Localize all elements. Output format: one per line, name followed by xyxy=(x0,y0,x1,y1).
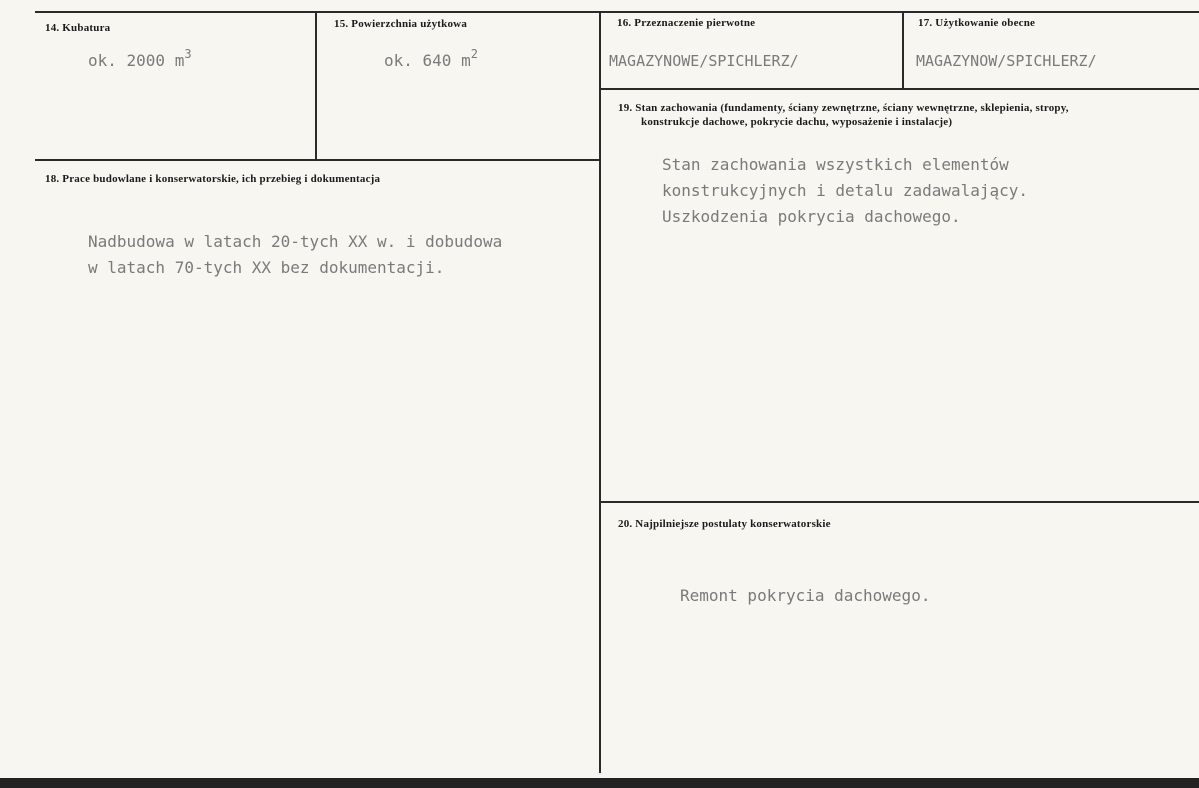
powierzchnia-label: 15. Powierzchnia użytkowa xyxy=(334,18,468,30)
prace-line-2: w latach 70-tych XX bez dokumentacji. xyxy=(88,258,445,277)
stan-label-line-1: 19. Stan zachowania (fundamenty, ściany zewnętrzne, ściany wewnętrzne, sklepienia, stropy, xyxy=(618,102,1069,114)
stan-line-3: Uszkodzenia pokrycia dachowego. xyxy=(662,207,961,226)
postulaty-label: 20. Najpilniejsze postulaty konserwatorskie xyxy=(618,518,831,530)
kubatura-unit-exponent: 3 xyxy=(184,47,192,61)
stan-label-line-2: konstrukcje dachowe, pokrycie dachu, wyposażenie i instalacje) xyxy=(641,116,953,128)
powierzchnia-value xyxy=(384,48,478,74)
prace-label: 18. Prace budowlane i konserwatorskie, ich przebieg i dokumentacja xyxy=(45,173,381,185)
divider-main xyxy=(599,11,601,773)
kubatura-value-text: ok. 2000 m xyxy=(88,51,185,70)
postulaty-line-1: Remont pokrycia dachowego. xyxy=(680,586,931,605)
prace-line-1: Nadbudowa w latach 20-tych XX w. i dobudowa xyxy=(88,232,503,251)
divider-19-20 xyxy=(599,501,1199,503)
stan-line-2: konstrukcyjnych i detalu zadawalający. xyxy=(662,181,1029,200)
top-border xyxy=(35,11,1199,13)
kubatura-label: 14. Kubatura xyxy=(45,22,111,34)
uzytkowanie-value: MAGAZYNOW/SPICHLERZ/ xyxy=(916,52,1097,70)
divider-16-17 xyxy=(902,11,904,89)
divider-14-15 xyxy=(315,11,317,161)
przeznaczenie-value: MAGAZYNOWE/SPICHLERZ/ xyxy=(609,52,799,70)
scan-edge xyxy=(0,778,1199,788)
przeznaczenie-label: 16. Przeznaczenie pierwotne xyxy=(617,17,756,29)
kubatura-value xyxy=(88,48,192,74)
divider-row2-right xyxy=(599,88,1199,90)
stan-line-1: Stan zachowania wszystkich elementów xyxy=(662,155,1009,174)
uzytkowanie-label: 17. Użytkowanie obecne xyxy=(918,17,1036,29)
powierzchnia-value-text: ok. 640 m xyxy=(384,51,471,70)
divider-row2-left xyxy=(35,159,601,161)
powierzchnia-unit-exponent: 2 xyxy=(470,47,478,61)
